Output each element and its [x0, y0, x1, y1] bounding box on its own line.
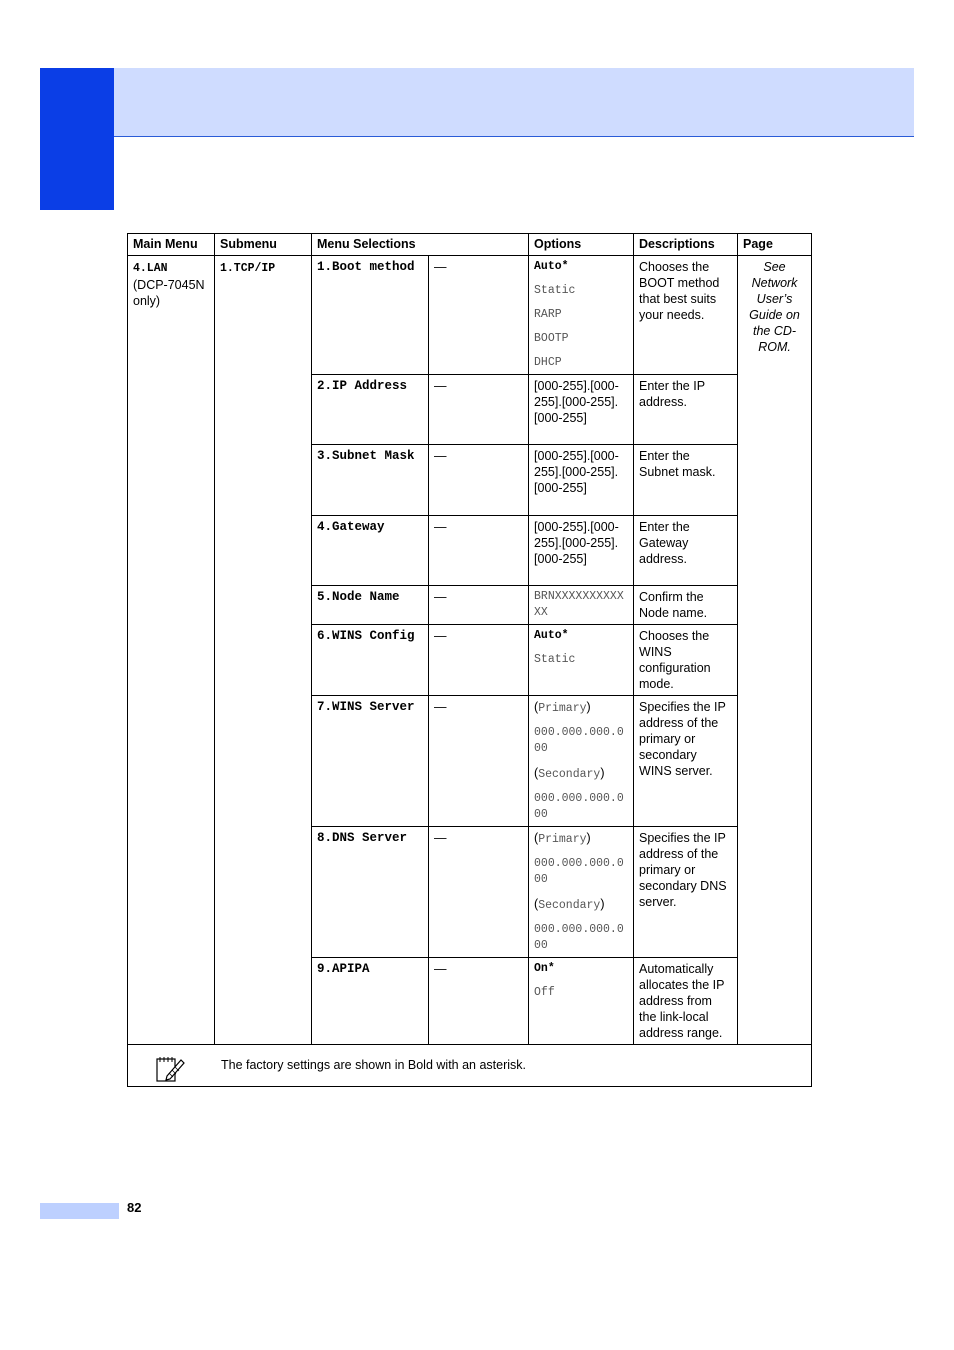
- option-item: Off: [534, 986, 555, 999]
- main-menu-cell: [128, 256, 215, 1045]
- submenu-label: 1.TCP/IP: [220, 262, 276, 275]
- options-cell: [000-255].[000-255].[000-255].[000-255]: [529, 516, 634, 586]
- description-cell: Specifies the IP address of the primary or secondary DNS server.: [634, 827, 738, 958]
- header-descriptions: Descriptions: [634, 234, 738, 256]
- options-cell: [529, 696, 634, 827]
- secondary-label: Secondary: [538, 768, 601, 781]
- selection-label: 8.DNS Server: [312, 827, 429, 958]
- selection-dash: —: [429, 445, 529, 516]
- footer-bar: [40, 1203, 119, 1219]
- primary-label: Primary: [538, 833, 587, 846]
- description-cell: Enter the IP address.: [634, 375, 738, 445]
- header-options: Options: [529, 234, 634, 256]
- note-pencil-icon: [155, 1054, 185, 1084]
- description-cell: Confirm the Node name.: [634, 586, 738, 625]
- option-item: BRNXXXXXXXXXXXX: [534, 590, 624, 619]
- options-cell: [529, 586, 634, 625]
- selection-label: 4.Gateway: [312, 516, 429, 586]
- primary-label: Primary: [538, 702, 587, 715]
- description-cell: Specifies the IP address of the primary or secondary WINS server.: [634, 696, 738, 827]
- primary-option: (Primary): [534, 700, 591, 715]
- page-number: 82: [127, 1200, 142, 1215]
- submenu-cell: [215, 256, 312, 1045]
- primary-value: 000.000.000.000: [534, 726, 624, 755]
- selection-dash: —: [429, 696, 529, 827]
- secondary-option: (Secondary): [534, 897, 605, 912]
- selection-dash: —: [429, 958, 529, 1045]
- options-cell: [000-255].[000-255].[000-255].[000-255]: [529, 375, 634, 445]
- description-cell: Automatically allocates the IP address from the link-local address range.: [634, 958, 738, 1045]
- header-main-menu: Main Menu: [128, 234, 215, 256]
- selection-label: 1.Boot method: [312, 256, 429, 375]
- chapter-tab: [40, 68, 114, 210]
- selection-dash: —: [429, 625, 529, 696]
- table-header-row: [128, 234, 812, 256]
- description-cell: Enter the Gateway address.: [634, 516, 738, 586]
- option-item: RARP: [534, 308, 562, 321]
- primary-option: (Primary): [534, 831, 591, 846]
- selection-label: 2.IP Address: [312, 375, 429, 445]
- selection-label: 5.Node Name: [312, 586, 429, 625]
- option-item: Static: [534, 284, 576, 297]
- note-text: The factory settings are shown in Bold with an asterisk.: [221, 1058, 527, 1072]
- selection-dash: —: [429, 586, 529, 625]
- options-cell: [529, 256, 634, 375]
- selection-dash: —: [429, 827, 529, 958]
- description-cell: Enter the Subnet mask.: [634, 445, 738, 516]
- selection-dash: —: [429, 375, 529, 445]
- options-cell: [000-255].[000-255].[000-255].[000-255]: [529, 445, 634, 516]
- option-item: Static: [534, 653, 576, 666]
- selection-label: 6.WINS Config: [312, 625, 429, 696]
- selection-label: 9.APIPA: [312, 958, 429, 1045]
- main-menu-note: (DCP-7045N only): [133, 278, 205, 308]
- options-cell: [529, 958, 634, 1045]
- description-cell: Chooses the WINS configuration mode.: [634, 625, 738, 696]
- page-reference: See Network User’s Guide on the CD-ROM.: [738, 256, 812, 1045]
- header-page: Page: [738, 234, 812, 256]
- options-cell: [529, 827, 634, 958]
- header-submenu: Submenu: [215, 234, 312, 256]
- secondary-value: 000.000.000.000: [534, 792, 624, 821]
- option-item: DHCP: [534, 356, 562, 369]
- secondary-option: (Secondary): [534, 766, 605, 781]
- lan-menu-table: [127, 233, 812, 1087]
- secondary-label: Secondary: [538, 899, 601, 912]
- selection-dash: —: [429, 516, 529, 586]
- options-cell: [529, 625, 634, 696]
- main-menu-code: 4.LAN: [133, 262, 168, 275]
- note-row: [128, 1045, 812, 1087]
- option-default: Auto*: [534, 260, 569, 273]
- note: [128, 1045, 811, 1086]
- selection-label: 7.WINS Server: [312, 696, 429, 827]
- secondary-value: 000.000.000.000: [534, 923, 624, 952]
- header-band: [40, 68, 914, 137]
- option-item: BOOTP: [534, 332, 569, 345]
- table-row: [128, 256, 812, 375]
- description-cell: Chooses the BOOT method that best suits your needs.: [634, 256, 738, 375]
- option-default: On*: [534, 962, 555, 975]
- option-default: Auto*: [534, 629, 569, 642]
- selection-label: 3.Subnet Mask: [312, 445, 429, 516]
- header-menu-selections: Menu Selections: [312, 234, 529, 256]
- primary-value: 000.000.000.000: [534, 857, 624, 886]
- selection-dash: —: [429, 256, 529, 375]
